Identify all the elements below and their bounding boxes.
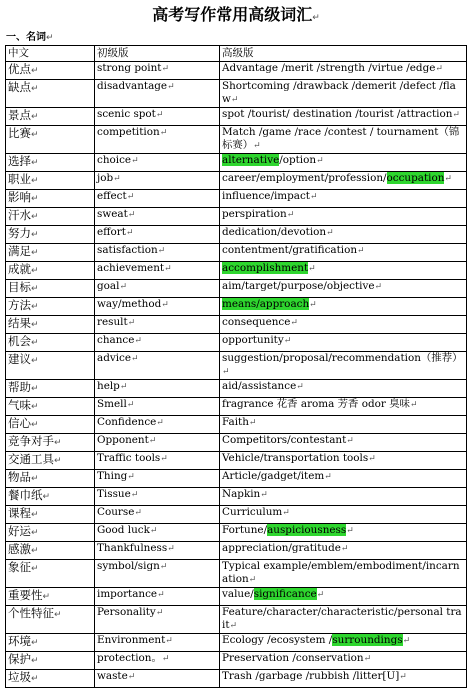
cell-advanced [220,452,467,470]
table-row [6,470,467,488]
cell-basic: Smell↵ [95,398,220,416]
cell-chinese: 交通工具↵ [6,452,95,470]
term-text: Match /game /race /contest / tournament（锦标赛） [222,126,460,151]
column-header-text: 高级版 [222,47,254,59]
term-text: contentment/gratification [222,244,358,256]
cell-advanced [220,126,467,154]
paragraph-mark: ↵ [290,318,298,328]
cell-basic: protection。↵ [95,652,220,670]
cell-advanced [220,488,467,506]
paragraph-mark: ↵ [125,228,134,238]
paragraph-mark: ↵ [316,590,325,600]
table-row [6,80,467,108]
paragraph-mark: ↵ [296,382,304,392]
paragraph-mark: ↵ [159,128,168,138]
paragraph-mark: ↵ [363,654,372,664]
paragraph-mark: ↵ [286,210,295,220]
paragraph-mark: ↵ [31,112,39,122]
cell-chinese: 汗水↵ [6,208,95,226]
paragraph-mark: ↵ [31,320,39,330]
cell-chinese: 象征↵ [6,560,95,588]
term-text: Trash /garbage /rubbish /litter[U] [222,670,400,682]
cell-advanced [220,416,467,434]
paragraph-mark: ↵ [31,356,39,366]
paragraph-mark: ↵ [260,490,268,500]
term-text: career/employment/profession/ [222,172,387,184]
table-header-row [6,46,467,62]
cell-chinese: 信心↵ [6,416,95,434]
paragraph-mark: ↵ [282,508,290,518]
paragraph-mark: ↵ [31,266,39,276]
cell-basic: job↵ [95,172,220,190]
paragraph-mark: ↵ [316,156,324,166]
paragraph-mark: ↵ [119,382,128,392]
paragraph-mark: ↵ [283,336,292,346]
cell-basic: sweat↵ [95,208,220,226]
cell-chinese: 建议↵ [6,352,95,380]
cell-chinese: 比赛↵ [6,126,95,154]
paragraph-mark: ↵ [159,562,168,572]
paragraph-mark: ↵ [161,300,169,310]
cell-advanced [220,524,467,542]
paragraph-mark: ↵ [357,246,365,256]
paragraph-mark: ↵ [156,418,164,428]
table-row [6,262,467,280]
term-text: appreciation/gratitude [222,542,341,554]
cell-advanced [220,316,467,334]
highlighted-term: accomplishment [222,262,309,274]
cell-chinese: 满足↵ [6,244,95,262]
table-row [6,524,467,542]
table-row [6,108,467,126]
term-text: Preservation /conservation [222,652,364,664]
cell-chinese: 重要性↵ [6,588,95,606]
paragraph-mark: ↵ [54,438,62,448]
cell-advanced [220,80,467,108]
paragraph-mark: ↵ [31,158,39,168]
cell-basic: advice↵ [95,352,220,380]
cell-basic: competition↵ [95,126,220,154]
paragraph-mark: ↵ [222,367,230,377]
cell-advanced [220,652,467,670]
cell-advanced [220,470,467,488]
paragraph-mark: ↵ [54,456,62,466]
page-title [0,5,472,28]
paragraph-mark: ↵ [131,354,139,364]
cell-advanced [220,380,467,398]
paragraph-mark: ↵ [31,674,39,684]
paragraph-mark: ↵ [164,264,172,274]
paragraph-mark: ↵ [161,654,170,664]
paragraph-mark: ↵ [134,508,142,518]
term-text: suggestion/proposal/recommendation（推荐） [222,352,463,364]
paragraph-mark: ↵ [248,418,257,428]
paragraph-mark: ↵ [253,141,261,151]
paragraph-mark: ↵ [31,510,39,520]
cell-chinese: 缺点↵ [6,80,95,108]
term-text: value/ [222,588,254,600]
cell-chinese: 景点↵ [6,108,95,126]
column-header-advanced [220,46,467,62]
cell-chinese: 垃圾↵ [6,670,95,688]
highlighted-term: significance [253,588,317,600]
cell-chinese: 结果↵ [6,316,95,334]
paragraph-mark: ↵ [326,228,334,238]
column-header-basic [95,46,220,62]
table-row [6,172,467,190]
term-text: /option [279,154,317,166]
paragraph-mark: ↵ [31,302,39,312]
cell-basic: Personality↵ [95,606,220,634]
cell-basic: scenic spot↵ [95,108,220,126]
paragraph-mark: ↵ [42,492,51,502]
cell-advanced [220,434,467,452]
paragraph-mark: ↵ [402,636,411,646]
table-row [6,280,467,298]
paragraph-mark: ↵ [157,246,166,256]
paragraph-mark: ↵ [435,64,443,74]
paragraph-mark: ↵ [346,436,354,446]
term-text: Curriculum [222,506,283,518]
paragraph-mark: ↵ [149,526,158,536]
paragraph-mark: ↵ [119,282,127,292]
paragraph-mark: ↵ [31,248,39,258]
term-text: opportunity [222,334,284,346]
paragraph-mark: ↵ [131,156,139,166]
cell-basic: Confidence↵ [95,416,220,434]
cell-advanced [220,352,467,380]
paragraph-mark: ↵ [127,210,136,220]
highlighted-term: occupation [386,172,445,184]
cell-chinese: 课程↵ [6,506,95,524]
cell-chinese: 保护↵ [6,652,95,670]
paragraph-mark: ↵ [31,546,39,556]
term-text: Ecology /ecosystem / [222,634,333,646]
paragraph-mark: ↵ [31,656,39,666]
cell-advanced [220,244,467,262]
cell-chinese: 环境↵ [6,634,95,652]
term-text: aim/target/purpose/objective [222,280,375,292]
cell-basic: importance↵ [95,588,220,606]
term-text: Shortcoming /drawback /demerit /defect /flaw [222,80,456,105]
paragraph-mark: ↵ [31,528,39,538]
table-row [6,588,467,606]
table-row [6,316,467,334]
cell-advanced [220,542,467,560]
paragraph-mark: ↵ [161,64,170,74]
paragraph-mark: ↵ [31,420,39,430]
paragraph-mark: ↵ [126,192,135,202]
cell-advanced [220,262,467,280]
paragraph-mark: ↵ [167,544,175,554]
cell-advanced [220,634,467,652]
cell-basic: effect↵ [95,190,220,208]
term-text: fragrance 花香 aroma 芳香 odor 臭味 [222,398,410,410]
term-text: aid/assistance [222,380,297,392]
paragraph-mark: ↵ [113,174,121,184]
paragraph-mark: ↵ [31,176,39,186]
section-text: 一、名词 [6,32,46,43]
cell-basic: Thing↵ [95,470,220,488]
paragraph-mark: ↵ [54,610,62,620]
paragraph-mark: ↵ [157,590,165,600]
paragraph-mark: ↵ [127,672,136,682]
paragraph-mark: ↵ [409,400,418,410]
paragraph-mark: ↵ [31,474,39,484]
paragraph-mark: ↵ [229,621,238,631]
paragraph-mark: ↵ [155,608,164,618]
section-heading [6,31,54,45]
paragraph-mark: ↵ [31,230,39,240]
term-text: Typical example/emblem/embodiment/incarnation [222,560,460,585]
paragraph-mark: ↵ [31,212,39,222]
paragraph-mark: ↵ [155,110,164,120]
cell-advanced [220,670,467,688]
cell-advanced [220,606,467,634]
cell-advanced [220,560,467,588]
cell-basic: Opponent↵ [95,434,220,452]
paragraph-mark: ↵ [309,192,318,202]
paragraph-mark: ↵ [127,318,136,328]
paragraph-mark: ↵ [31,638,39,648]
table-row [6,244,467,262]
paragraph-mark: ↵ [31,194,39,204]
vocabulary-table [5,45,467,688]
paragraph-mark: ↵ [31,384,39,394]
term-text: Feature/character/characteristic/personal trait [222,606,462,631]
paragraph-mark: ↵ [312,13,320,23]
paragraph-mark: ↵ [130,490,139,500]
cell-basic: achievement↵ [95,262,220,280]
cell-advanced [220,588,467,606]
cell-advanced [220,398,467,416]
table-row [6,560,467,588]
paragraph-mark: ↵ [167,82,175,92]
highlighted-term: means/approach [222,298,310,310]
table-row [6,352,467,380]
table-row [6,208,467,226]
term-text: Advantage /merit /strength /virtue /edge [222,62,436,74]
cell-basic: help↵ [95,380,220,398]
cell-advanced [220,226,467,244]
table-row [6,670,467,688]
cell-advanced [220,208,467,226]
paragraph-mark: ↵ [31,130,39,140]
paragraph-mark: ↵ [165,636,173,646]
table-row [6,652,467,670]
cell-basic: Environment↵ [95,634,220,652]
table-row [6,506,467,524]
cell-chinese: 物品↵ [6,470,95,488]
cell-basic: effort↵ [95,226,220,244]
term-text: Napkin [222,488,261,500]
table-row [6,226,467,244]
cell-chinese: 成就↵ [6,262,95,280]
title-text: 高考写作常用高级词汇 [152,5,313,24]
cell-chinese: 目标↵ [6,280,95,298]
column-header-chinese [6,46,95,62]
table-row [6,452,467,470]
cell-advanced [220,280,467,298]
cell-chinese: 感激↵ [6,542,95,560]
paragraph-mark: ↵ [160,454,168,464]
paragraph-mark: ↵ [126,400,135,410]
cell-chinese: 影响↵ [6,190,95,208]
cell-basic: Course↵ [95,506,220,524]
term-text: Article/gadget/item [222,470,325,482]
cell-chinese: 职业↵ [6,172,95,190]
highlighted-term: surroundings [332,634,403,646]
column-header-text: 初级版 [97,47,129,59]
table-row [6,434,467,452]
paragraph-mark: ↵ [31,402,39,412]
table-row [6,398,467,416]
paragraph-mark: ↵ [399,672,407,682]
cell-basic: way/method↵ [95,298,220,316]
paragraph-mark: ↵ [368,454,376,464]
paragraph-mark: ↵ [31,84,39,94]
table-body [6,62,467,688]
table-row [6,334,467,352]
paragraph-mark: ↵ [148,436,157,446]
term-text: Fortune/ [222,524,268,536]
cell-basic: Good luck↵ [95,524,220,542]
cell-basic: Traffic tools↵ [95,452,220,470]
table-row [6,298,467,316]
table-row [6,416,467,434]
cell-chinese: 气味↵ [6,398,95,416]
cell-advanced [220,190,467,208]
paragraph-mark: ↵ [134,336,142,346]
cell-basic: result↵ [95,316,220,334]
paragraph-mark: ↵ [308,264,316,274]
paragraph-mark: ↵ [374,282,383,292]
table-row [6,542,467,560]
cell-advanced [220,506,467,524]
term-text: perspiration [222,208,287,220]
cell-chinese: 选择↵ [6,154,95,172]
cell-basic: strong point↵ [95,62,220,80]
cell-chinese: 机会↵ [6,334,95,352]
term-text: dedication/devotion [222,226,327,238]
highlighted-term: auspiciousness [267,524,347,536]
table-row [6,62,467,80]
cell-advanced [220,334,467,352]
cell-basic: waste↵ [95,670,220,688]
paragraph-mark: ↵ [248,575,257,585]
paragraph-mark: ↵ [46,33,54,43]
cell-basic: chance↵ [95,334,220,352]
cell-advanced [220,62,467,80]
term-text: Faith [222,416,249,428]
paragraph-mark: ↵ [452,110,460,120]
table-row [6,380,467,398]
cell-basic: symbol/sign↵ [95,560,220,588]
cell-chinese: 帮助↵ [6,380,95,398]
paragraph-mark: ↵ [31,338,39,348]
term-text: Vehicle/transportation tools [222,452,369,464]
cell-chinese: 优点↵ [6,62,95,80]
table-row [6,606,467,634]
cell-chinese: 竞争对手↵ [6,434,95,452]
cell-basic: Thankfulness↵ [95,542,220,560]
cell-advanced [220,154,467,172]
cell-advanced [220,108,467,126]
highlighted-term: alternative [222,154,280,166]
cell-basic: choice↵ [95,154,220,172]
cell-advanced [220,172,467,190]
table-row [6,634,467,652]
term-text: consequence [222,316,291,328]
table-row [6,126,467,154]
cell-chinese: 方法↵ [6,298,95,316]
cell-advanced [220,298,467,316]
paragraph-mark: ↵ [42,592,51,602]
paragraph-mark: ↵ [31,284,39,294]
cell-chinese: 好运↵ [6,524,95,542]
table-row [6,154,467,172]
cell-basic: satisfaction↵ [95,244,220,262]
paragraph-mark: ↵ [31,564,39,574]
term-text: influence/impact [222,190,310,202]
table-row [6,488,467,506]
paragraph-mark: ↵ [31,66,39,76]
paragraph-mark: ↵ [309,300,317,310]
term-text: Competitors/contestant [222,434,347,446]
column-header-text: 中文 [8,47,29,59]
cell-chinese: 餐巾纸↵ [6,488,95,506]
paragraph-mark: ↵ [340,544,349,554]
cell-basic: Tissue↵ [95,488,220,506]
paragraph-mark: ↵ [444,174,452,184]
paragraph-mark: ↵ [324,472,332,482]
term-text: spot /tourist/ destination /tourist /attraction [222,108,453,120]
paragraph-mark: ↵ [346,526,354,536]
paragraph-mark: ↵ [230,95,239,105]
cell-basic: disadvantage↵ [95,80,220,108]
cell-basic: goal↵ [95,280,220,298]
paragraph-mark: ↵ [127,472,135,482]
table-row [6,190,467,208]
cell-chinese: 个性特征↵ [6,606,95,634]
cell-chinese: 努力↵ [6,226,95,244]
